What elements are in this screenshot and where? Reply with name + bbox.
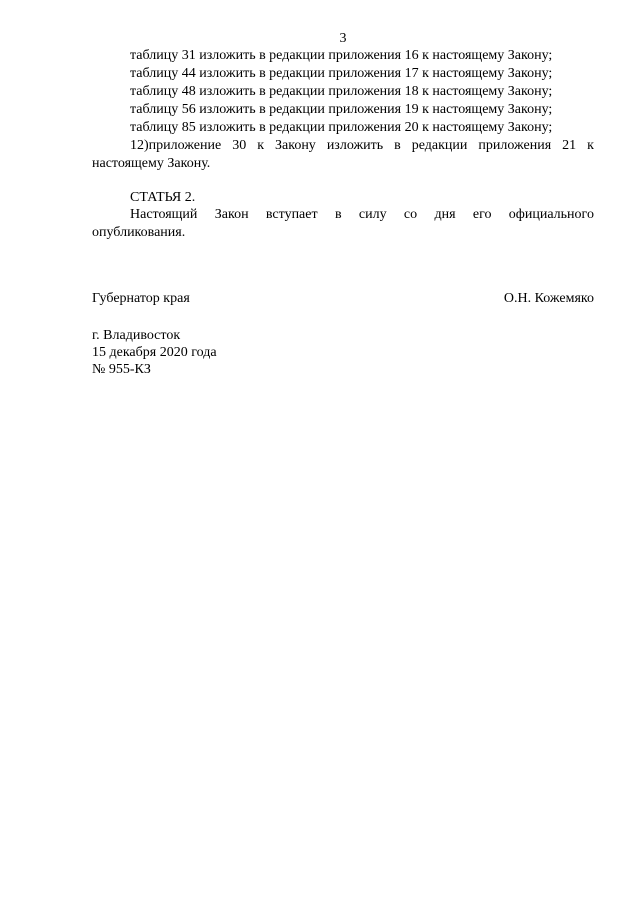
item-12-word: изложить [326, 138, 384, 153]
article-2-word: силу [358, 207, 387, 222]
signatory-position: Губернатор края [92, 291, 190, 306]
article-2-heading: СТАТЬЯ 2. [130, 190, 196, 205]
article-2-text-line [92, 206, 594, 224]
item-12-word: 30 [232, 138, 247, 153]
item-12-word: Закону [275, 138, 316, 153]
article-2-word: Закон [214, 207, 249, 222]
page-number: 3 [339, 31, 347, 46]
article-2-word: в [334, 207, 342, 222]
amendment-line-5: таблицу 85 изложить в редакции приложения 20 к настоящему Закону; [130, 120, 553, 135]
article-2-word: вступает [265, 207, 318, 222]
article-2-word: его [472, 207, 492, 222]
article-2-continuation: опубликования. [92, 225, 186, 240]
article-2-word: Настоящий [130, 207, 198, 222]
article-2-word: со [403, 207, 418, 222]
signing-place: г. Владивосток [92, 328, 181, 343]
item-12-line [92, 137, 594, 155]
item-12-word: редакции [411, 138, 468, 153]
amendment-line-3: таблицу 48 изложить в редакции приложения 18 к настоящему Закону; [130, 84, 553, 99]
item-12-continuation: настоящему Закону. [92, 156, 211, 171]
article-2-word: дня [434, 207, 456, 222]
item-12-word: к [257, 138, 264, 153]
signing-date: 15 декабря 2020 года [92, 345, 217, 360]
amendment-line-4: таблицу 56 изложить в редакции приложения 19 к настоящему Закону; [130, 102, 553, 117]
item-12-word: к [587, 138, 594, 153]
signatory-name: О.Н. Кожемяко [503, 291, 594, 306]
article-2-word: официального [508, 207, 594, 222]
item-12-word: приложения [478, 138, 552, 153]
amendment-line-2: таблицу 44 изложить в редакции приложения 17 к настоящему Закону; [130, 66, 553, 81]
item-12-word: в [394, 138, 401, 153]
law-number: № 955-КЗ [92, 362, 151, 377]
amendment-line-1: таблицу 31 изложить в редакции приложения 16 к настоящему Закону; [130, 48, 553, 63]
item-12-word: 21 [562, 138, 577, 153]
item-12-word: 12)приложение [130, 138, 222, 153]
